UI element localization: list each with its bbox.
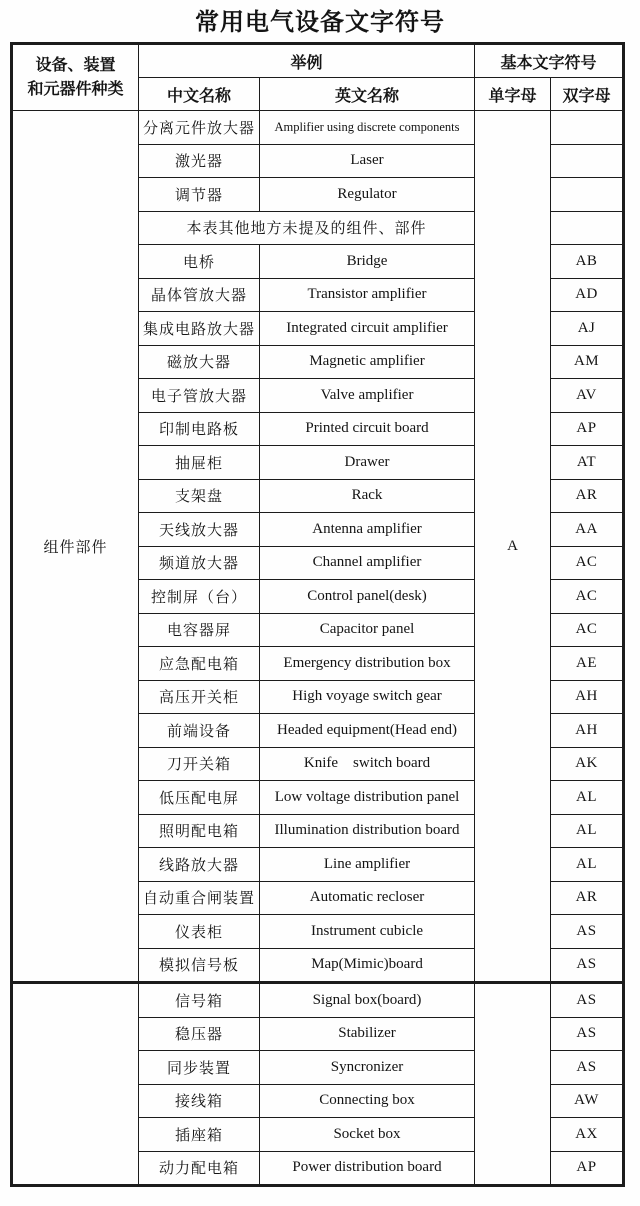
chinese-name-cell: 支架盘 (139, 479, 260, 513)
chinese-name-cell: 照明配电箱 (139, 814, 260, 848)
double-letter-cell: AL (551, 848, 624, 882)
english-name-cell: Connecting box (260, 1084, 475, 1118)
english-name-cell: Headed equipment(Head end) (260, 714, 475, 748)
chinese-name-cell: 同步装置 (139, 1051, 260, 1085)
chinese-name-cell: 刀开关箱 (139, 747, 260, 781)
chinese-name-cell: 印制电路板 (139, 412, 260, 446)
chinese-name-cell: 线路放大器 (139, 848, 260, 882)
english-name-cell: Channel amplifier (260, 546, 475, 580)
english-name-cell: Magnetic amplifier (260, 345, 475, 379)
double-letter-cell: AS (551, 915, 624, 949)
double-letter-cell: AM (551, 345, 624, 379)
english-name-cell: Regulator (260, 178, 475, 212)
english-name-cell: Emergency distribution box (260, 647, 475, 681)
double-letter-cell: AX (551, 1118, 624, 1152)
english-name-cell: Amplifier using discrete components (260, 111, 475, 145)
chinese-name-cell: 应急配电箱 (139, 647, 260, 681)
chinese-name-cell: 高压开关柜 (139, 680, 260, 714)
double-letter-cell: AS (551, 1017, 624, 1051)
double-letter-cell: AB (551, 245, 624, 279)
chinese-name-cell: 电容器屏 (139, 613, 260, 647)
header-chinese-name: 中文名称 (139, 78, 260, 111)
double-letter-cell: AP (551, 1151, 624, 1186)
double-letter-cell: AL (551, 814, 624, 848)
category-cell: 组件部件 (12, 111, 139, 983)
double-letter-cell: AC (551, 613, 624, 647)
chinese-name-cell: 抽屉柜 (139, 446, 260, 480)
double-letter-cell: AC (551, 580, 624, 614)
header-example: 举例 (139, 44, 475, 78)
chinese-name-cell: 稳压器 (139, 1017, 260, 1051)
chinese-name-cell: 分离元件放大器 (139, 111, 260, 145)
double-letter-cell (551, 111, 624, 145)
double-letter-cell: AA (551, 513, 624, 547)
chinese-name-cell: 集成电路放大器 (139, 312, 260, 346)
chinese-name-cell: 自动重合闸装置 (139, 881, 260, 915)
chinese-name-cell: 频道放大器 (139, 546, 260, 580)
chinese-name-cell: 仪表柜 (139, 915, 260, 949)
chinese-name-cell: 控制屏（台） (139, 580, 260, 614)
double-letter-cell: AR (551, 881, 624, 915)
english-name-cell: Rack (260, 479, 475, 513)
double-letter-cell: AC (551, 546, 624, 580)
english-name-cell: Stabilizer (260, 1017, 475, 1051)
english-name-cell: Printed circuit board (260, 412, 475, 446)
header-category (12, 44, 139, 111)
double-letter-cell: AS (551, 983, 624, 1018)
chinese-name-cell: 动力配电箱 (139, 1151, 260, 1186)
double-letter-cell: AS (551, 1051, 624, 1085)
english-name-cell: Signal box(board) (260, 983, 475, 1018)
merged-name-cell: 本表其他地方未提及的组件、部件 (139, 211, 475, 245)
header-double-letter: 双字母 (551, 78, 624, 111)
single-letter-cell: A (475, 111, 551, 983)
double-letter-cell: AV (551, 379, 624, 413)
english-name-cell: Low voltage distribution panel (260, 781, 475, 815)
header-row-1 (12, 44, 624, 78)
double-letter-cell (551, 178, 624, 212)
double-letter-cell: AD (551, 278, 624, 312)
double-letter-cell: AL (551, 781, 624, 815)
chinese-name-cell: 调节器 (139, 178, 260, 212)
header-basic-symbol: 基本文字符号 (475, 44, 624, 78)
english-name-cell: Map(Mimic)board (260, 948, 475, 983)
double-letter-cell: AP (551, 412, 624, 446)
english-name-cell: Automatic recloser (260, 881, 475, 915)
header-single-letter: 单字母 (475, 78, 551, 111)
symbol-table (10, 42, 625, 1187)
english-name-cell: Instrument cubicle (260, 915, 475, 949)
chinese-name-cell: 接线箱 (139, 1084, 260, 1118)
double-letter-cell: AT (551, 446, 624, 480)
table-row (12, 111, 624, 145)
chinese-name-cell: 模拟信号板 (139, 948, 260, 983)
chinese-name-cell: 磁放大器 (139, 345, 260, 379)
header-english-name: 英文名称 (260, 78, 475, 111)
double-letter-cell: AH (551, 714, 624, 748)
double-letter-cell: AS (551, 948, 624, 983)
english-name-cell: Line amplifier (260, 848, 475, 882)
symbol-table-body (12, 111, 624, 1186)
english-name-cell: Bridge (260, 245, 475, 279)
english-name-cell: Integrated circuit amplifier (260, 312, 475, 346)
table-header (12, 44, 624, 111)
chinese-name-cell: 晶体管放大器 (139, 278, 260, 312)
double-letter-cell: AJ (551, 312, 624, 346)
chinese-name-cell: 信号箱 (139, 983, 260, 1018)
english-name-cell: High voyage switch gear (260, 680, 475, 714)
english-name-cell: Valve amplifier (260, 379, 475, 413)
chinese-name-cell: 天线放大器 (139, 513, 260, 547)
english-name-cell: Knife switch board (260, 747, 475, 781)
double-letter-cell (551, 211, 624, 245)
chinese-name-cell: 电子管放大器 (139, 379, 260, 413)
double-letter-cell: AE (551, 647, 624, 681)
table-row (12, 983, 624, 1018)
double-letter-cell (551, 144, 624, 178)
chinese-name-cell: 前端设备 (139, 714, 260, 748)
chinese-name-cell: 插座箱 (139, 1118, 260, 1152)
header-category-line2: 和元器件种类 (27, 80, 124, 98)
english-name-cell: Antenna amplifier (260, 513, 475, 547)
english-name-cell: Power distribution board (260, 1151, 475, 1186)
english-name-cell: Socket box (260, 1118, 475, 1152)
chinese-name-cell: 低压配电屏 (139, 781, 260, 815)
english-name-cell: Capacitor panel (260, 613, 475, 647)
english-name-cell: Control panel(desk) (260, 580, 475, 614)
english-name-cell: Syncronizer (260, 1051, 475, 1085)
category-cell (12, 983, 139, 1186)
double-letter-cell: AW (551, 1084, 624, 1118)
english-name-cell: Transistor amplifier (260, 278, 475, 312)
double-letter-cell: AR (551, 479, 624, 513)
english-name-cell: Drawer (260, 446, 475, 480)
single-letter-cell (475, 983, 551, 1186)
double-letter-cell: AH (551, 680, 624, 714)
page-title: 常用电气设备文字符号 (195, 10, 445, 36)
english-name-cell: Illumination distribution board (260, 814, 475, 848)
chinese-name-cell: 电桥 (139, 245, 260, 279)
double-letter-cell: AK (551, 747, 624, 781)
english-name-cell: Laser (260, 144, 475, 178)
header-category-line1: 设备、装置 (35, 57, 116, 75)
chinese-name-cell: 激光器 (139, 144, 260, 178)
